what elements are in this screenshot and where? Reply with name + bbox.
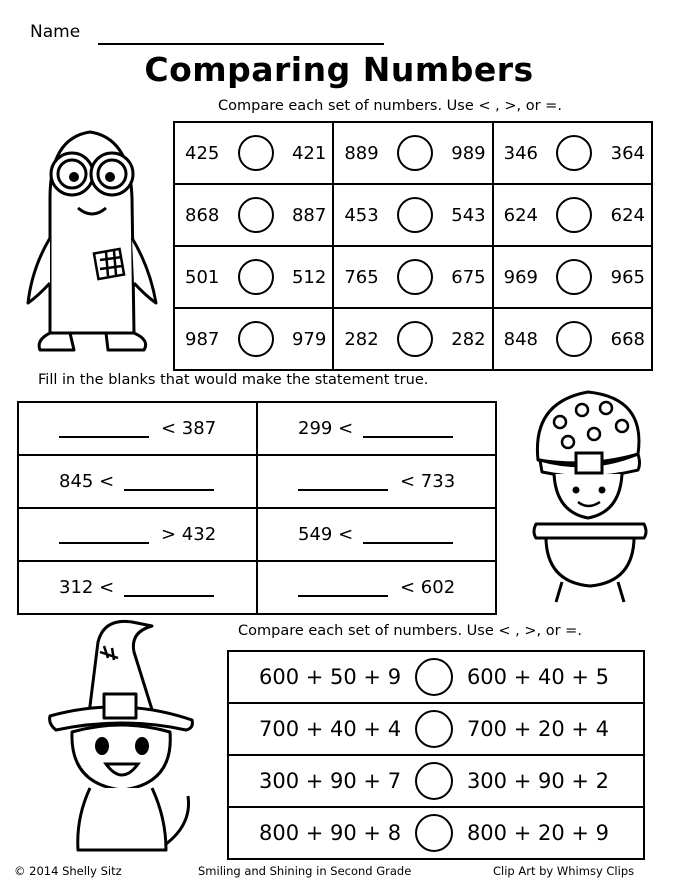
footer-copyright: © 2014 Shelly Sitz: [14, 864, 122, 878]
answer-circle[interactable]: [415, 814, 453, 852]
fill-cell: < 733: [257, 455, 496, 508]
answer-circle[interactable]: [556, 197, 592, 233]
fill-blanks-table: [17, 401, 497, 615]
compare-cell: 425 421: [174, 122, 333, 184]
witch-cauldron-clipart: [510, 382, 670, 612]
footer-credit: Clip Art by Whimsy Clips: [493, 864, 635, 878]
compare-cell: 346 364: [493, 122, 652, 184]
name-label: Name: [30, 22, 81, 42]
answer-blank[interactable]: [298, 579, 388, 597]
compare-cell: 765 675: [333, 246, 492, 308]
compare-cell: 501 512: [174, 246, 333, 308]
ghost-clipart: [10, 118, 170, 368]
compare-cell: 282 282: [333, 308, 492, 370]
answer-circle[interactable]: [397, 259, 433, 295]
fill-cell: 549 <: [257, 508, 496, 561]
answer-blank[interactable]: [124, 579, 214, 597]
answer-circle[interactable]: [397, 135, 433, 171]
fill-cell: < 387: [18, 402, 257, 455]
cat-witch-hat-clipart: [42, 612, 202, 857]
answer-circle[interactable]: [415, 658, 453, 696]
fill-cell: > 432: [18, 508, 257, 561]
answer-circle[interactable]: [556, 259, 592, 295]
answer-circle[interactable]: [397, 197, 433, 233]
compare-sums-table: [227, 650, 645, 860]
compare-cell: 868 887: [174, 184, 333, 246]
compare-table: [173, 121, 653, 371]
answer-blank[interactable]: [124, 473, 214, 491]
name-line[interactable]: [98, 43, 384, 45]
answer-circle[interactable]: [415, 710, 453, 748]
answer-blank[interactable]: [59, 420, 149, 438]
answer-circle[interactable]: [238, 197, 274, 233]
compare-cell: 453 543: [333, 184, 492, 246]
fill-cell: 312 <: [18, 561, 257, 614]
page-title: Comparing Numbers: [144, 50, 534, 89]
sum-row: 700 + 40 + 4 700 + 20 + 4: [228, 703, 644, 755]
fill-cell: 299 <: [257, 402, 496, 455]
answer-circle[interactable]: [556, 321, 592, 357]
instruction-compare-sums: Compare each set of numbers. Use < , >, or =.: [238, 623, 582, 639]
compare-cell: 969 965: [493, 246, 652, 308]
footer-center: Smiling and Shining in Second Grade: [198, 864, 412, 878]
answer-blank[interactable]: [298, 473, 388, 491]
answer-circle[interactable]: [238, 321, 274, 357]
sum-row: 300 + 90 + 7 300 + 90 + 2: [228, 755, 644, 807]
sum-row: 800 + 90 + 8 800 + 20 + 9: [228, 807, 644, 859]
sum-row: 600 + 50 + 9 600 + 40 + 5: [228, 651, 644, 703]
answer-circle[interactable]: [238, 259, 274, 295]
instruction-compare: Compare each set of numbers. Use < , >, or =.: [218, 98, 562, 114]
compare-cell: 848 668: [493, 308, 652, 370]
answer-circle[interactable]: [556, 135, 592, 171]
compare-cell: 624 624: [493, 184, 652, 246]
fill-cell: < 602: [257, 561, 496, 614]
instruction-fill-blanks: Fill in the blanks that would make the statement true.: [38, 372, 429, 388]
answer-circle[interactable]: [397, 321, 433, 357]
fill-cell: 845 <: [18, 455, 257, 508]
answer-circle[interactable]: [238, 135, 274, 171]
answer-circle[interactable]: [415, 762, 453, 800]
compare-cell: 987 979: [174, 308, 333, 370]
answer-blank[interactable]: [59, 526, 149, 544]
compare-cell: 889 989: [333, 122, 492, 184]
answer-blank[interactable]: [363, 420, 453, 438]
answer-blank[interactable]: [363, 526, 453, 544]
